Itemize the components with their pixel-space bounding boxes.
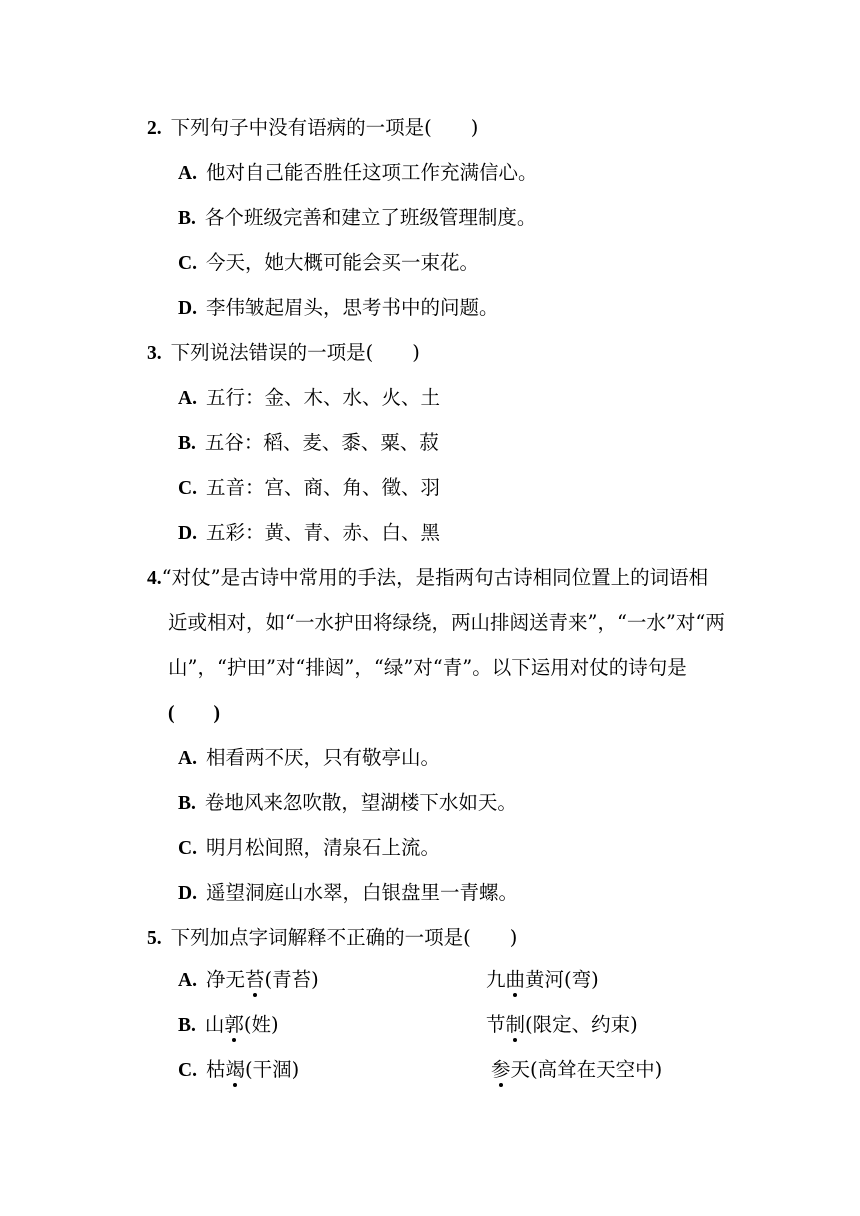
word-prefix: 枯 [205,1058,226,1081]
question-number: 3. [147,343,162,364]
question-3-stem [147,341,420,366]
word-gloss: (姓) [243,1013,279,1036]
q5-row-a-right [486,968,599,992]
q4-option-a [178,746,440,771]
question-4-stem-line-2 [168,611,725,635]
question-text: 下列加点字词解释不正确的一项是( ) [170,926,518,949]
question-number: 2. [147,118,162,139]
option-text: 五彩：黄、青、赤、白、黑 [205,521,440,544]
q4-option-c [178,836,440,861]
option-letter: B. [178,1015,196,1036]
word-gloss: (限定、约束) [525,1013,638,1036]
option-text: 卷地风来忽吹散，望湖楼下水如天。 [204,791,517,814]
q3-option-c [178,476,440,501]
option-letter: D. [178,883,197,904]
word-prefix: 山 [204,1013,225,1036]
q3-option-a [178,386,440,411]
option-text: 他对自己能否胜任这项工作充满信心。 [205,161,538,184]
dotted-character: 曲 [505,968,526,991]
option-letter: C. [178,838,197,859]
word-gloss: 天(高耸在天空中) [510,1058,663,1081]
q4-option-d [178,881,518,906]
option-text: 五音：宫、商、角、徵、羽 [205,476,440,499]
q5-row-b-left [178,1013,279,1038]
answer-blank: ( ) [168,703,220,724]
q2-option-b [178,206,536,231]
option-letter: C. [178,478,197,499]
question-4-answer-paren [168,701,220,726]
option-letter: D. [178,298,197,319]
option-text: 各个班级完善和建立了班级管理制度。 [204,206,537,229]
option-letter: A. [178,163,197,184]
question-text: 山”，“护田”对“排闼”，“绿”对“青”。以下运用对仗的诗句是 [168,656,687,679]
word-gloss: (青苔) [264,968,319,991]
dotted-character: 竭 [225,1058,245,1081]
option-letter: A. [178,970,197,991]
dotted-character: 苔 [244,968,265,991]
option-text: 今天，她大概可能会买一束花。 [205,251,479,274]
q3-option-d [178,521,440,546]
word-prefix: 净无 [205,968,245,991]
word-gloss: (干涸) [245,1058,300,1081]
option-text: 五谷：稻、麦、黍、粟、菽 [204,431,439,454]
question-text: “对仗”是古诗中常用的手法，是指两句古诗相同位置上的词语相 [161,566,709,589]
question-text: 下列说法错误的一项是( ) [170,341,420,364]
word-gloss: 黄河(弯) [525,968,599,991]
question-4-stem-line-3 [168,656,687,680]
question-number: 4. [147,568,162,589]
option-letter: D. [178,523,197,544]
option-letter: B. [178,793,196,814]
question-text: 下列句子中没有语病的一项是( ) [170,116,479,139]
option-letter: B. [178,208,196,229]
option-letter: B. [178,433,196,454]
option-text: 遥望洞庭山水翠，白银盘里一青螺。 [205,881,518,904]
option-text: 相看两不厌，只有敬亭山。 [205,746,440,769]
option-letter: A. [178,748,197,769]
question-4-stem-line-1 [147,566,708,591]
q2-option-d [178,296,498,321]
dotted-character: 郭 [224,1013,244,1036]
q5-row-a-left [178,968,319,993]
question-text: 近或相对，如“一水护田将绿绕，两山排闼送青来”，“一水”对“两 [168,611,725,634]
option-text: 五行：金、木、水、火、土 [205,386,440,409]
option-text: 李伟皱起眉头，思考书中的问题。 [205,296,499,319]
q5-row-c-left [178,1058,299,1083]
option-letter: A. [178,388,197,409]
q3-option-b [178,431,439,456]
question-number: 5. [147,928,162,949]
question-5-stem [147,926,517,951]
question-2-stem [147,116,478,141]
q5-row-c-right [491,1058,662,1082]
word-prefix: 九 [486,968,506,991]
option-letter: C. [178,253,197,274]
q4-option-b [178,791,517,816]
q2-option-c [178,251,479,276]
dotted-character: 制 [505,1013,526,1036]
option-text: 明月松间照，清泉石上流。 [205,836,440,859]
q5-row-b-right [486,1013,638,1037]
option-letter: C. [178,1060,197,1081]
word-prefix: 节 [486,1013,506,1036]
q2-option-a [178,161,537,186]
dotted-character: 参 [491,1058,511,1081]
